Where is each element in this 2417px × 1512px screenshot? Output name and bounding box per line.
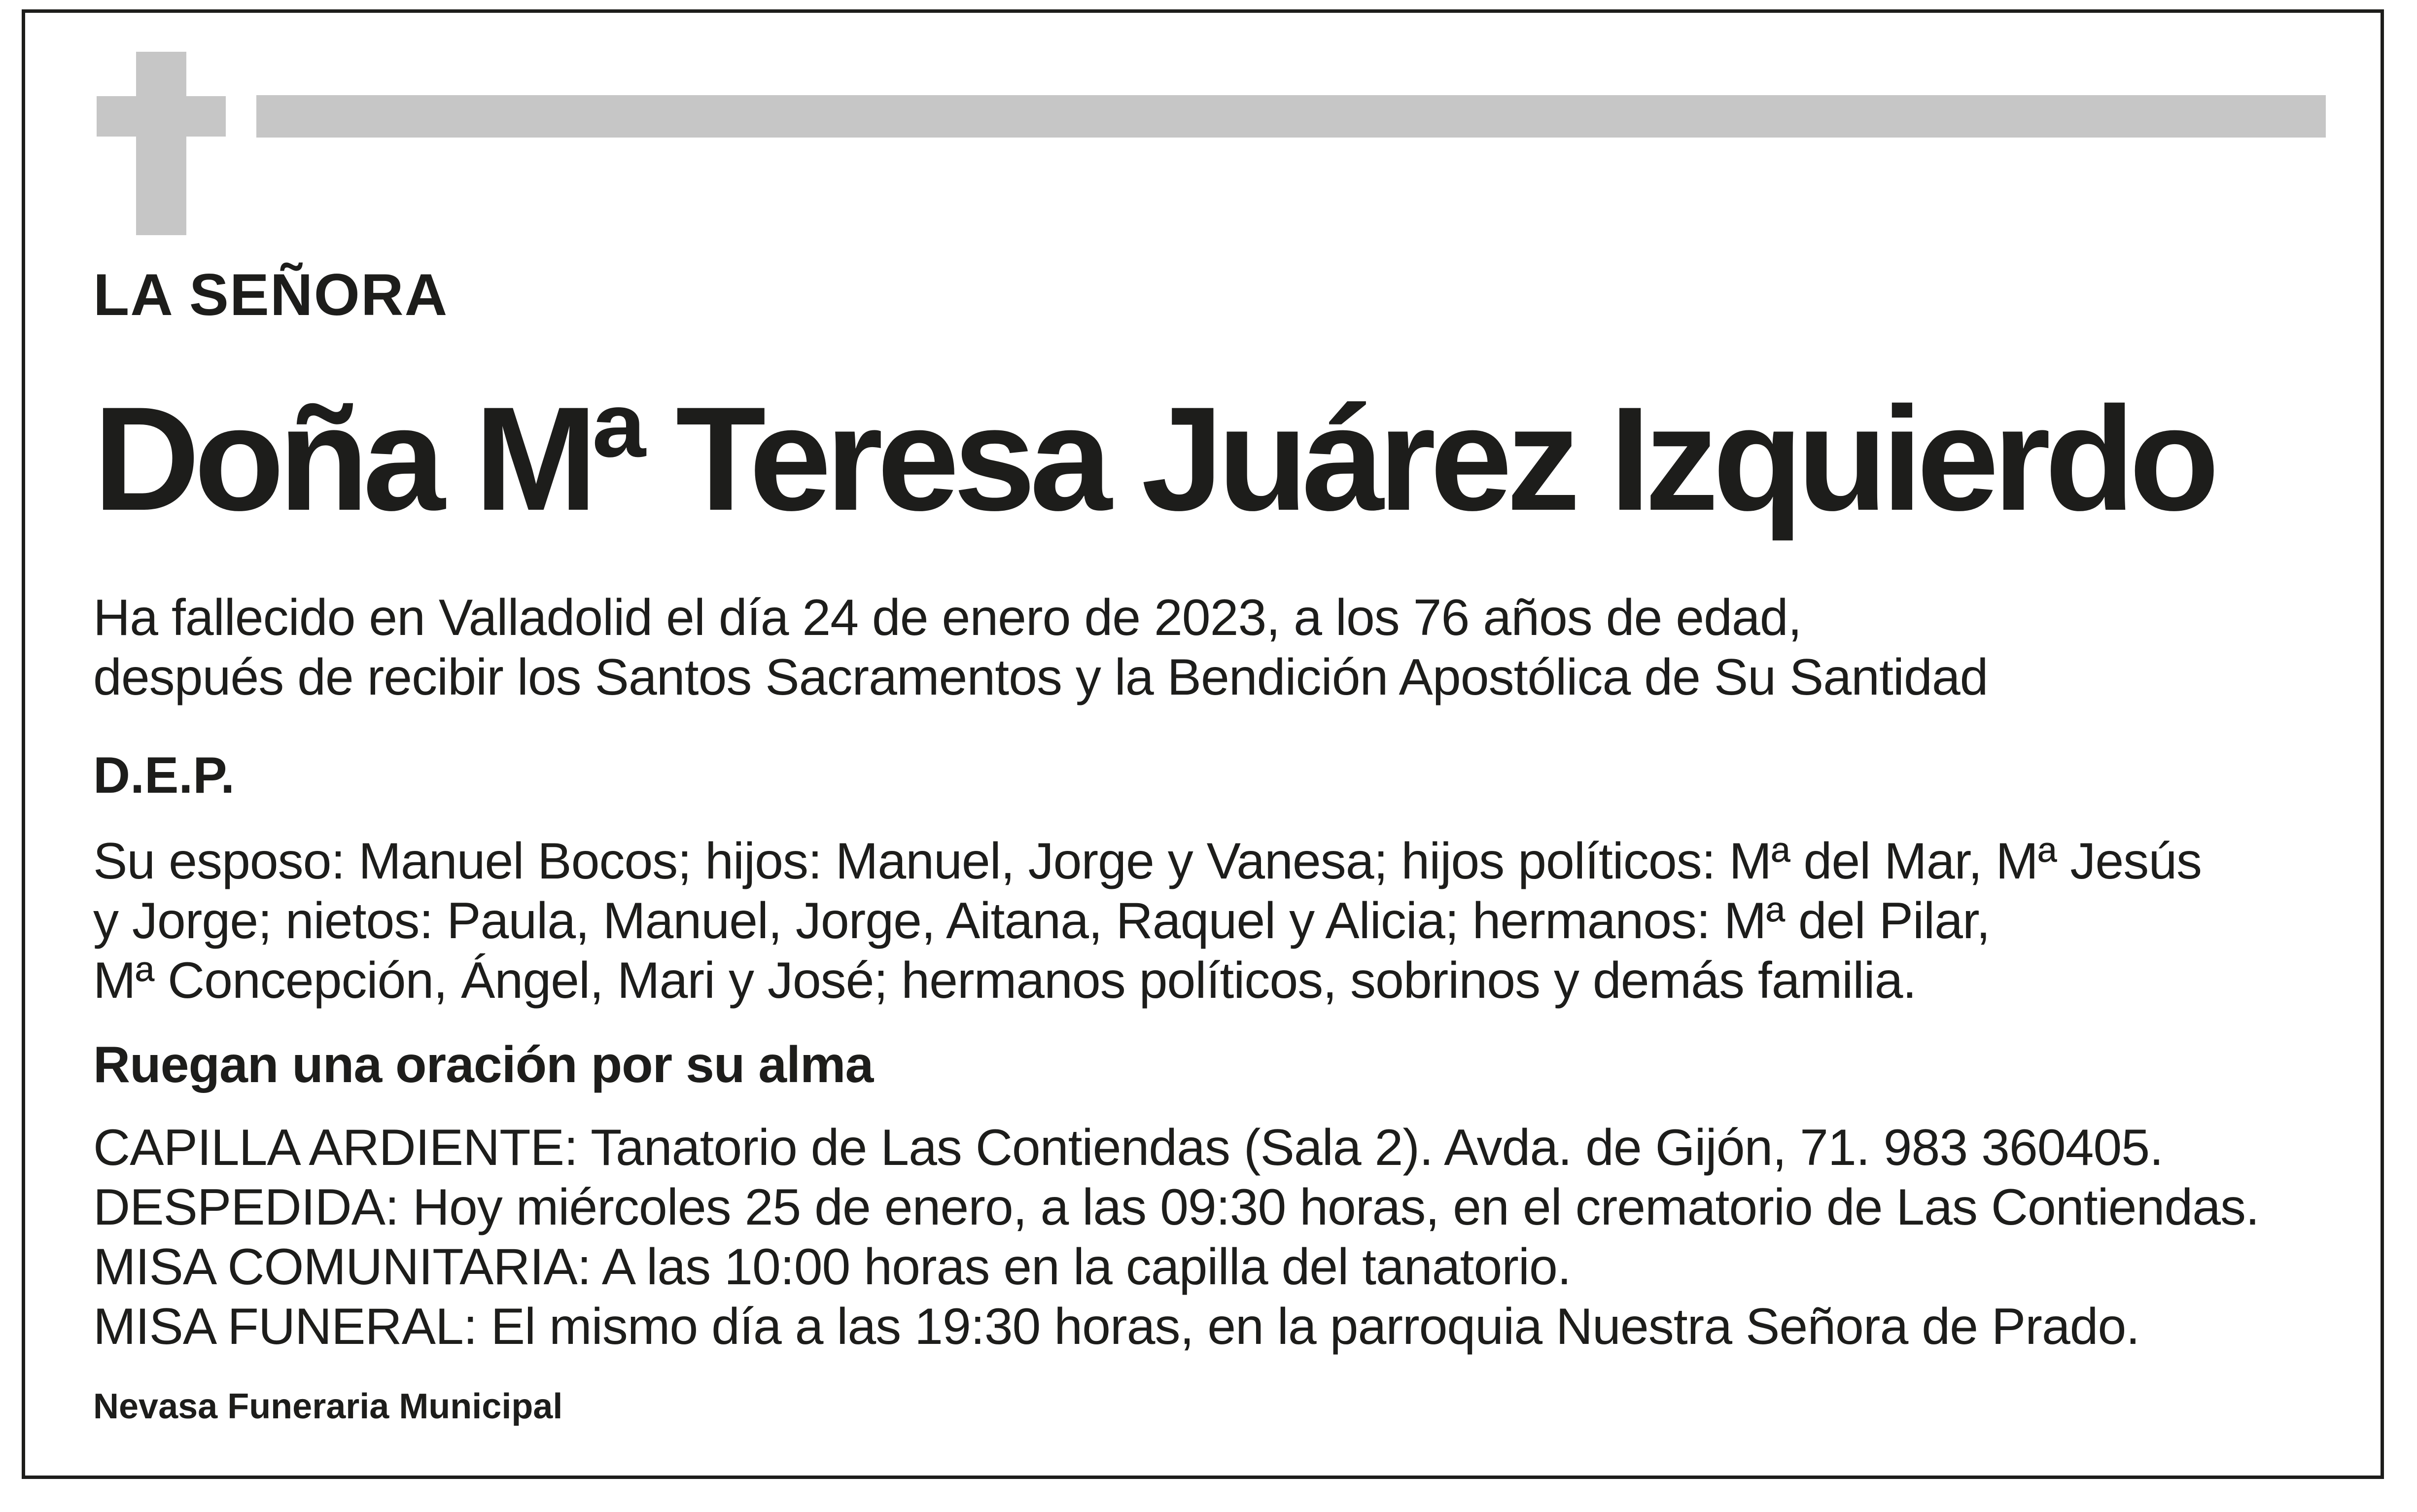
family-line: y Jorge; nietos: Paula, Manuel, Jorge, Aitana, Raquel y Alicia; hermanos: Mª del Pilar, — [93, 892, 1990, 949]
funeral-home-name: Nevasa Funeraria Municipal — [93, 1387, 563, 1426]
cross-horizontal-bar — [97, 96, 226, 137]
death-announcement — [93, 588, 1988, 707]
prayer-request: Ruegan una oración por su alma — [93, 1036, 874, 1093]
service-line: DESPEDIDA: Hoy miércoles 25 de enero, a las 09:30 horas, en el crematorio de Las Contiendas. — [93, 1179, 2259, 1236]
family-line: Mª Concepción, Ángel, Mari y José; hermanos políticos, sobrinos y demás familia. — [93, 952, 1917, 1009]
service-details — [93, 1118, 2259, 1357]
service-line: MISA FUNERAL: El mismo día a las 19:30 horas, en la parroquia Nuestra Señora de Prado. — [93, 1298, 2140, 1355]
honorific-label: LA SEÑORA — [93, 262, 449, 328]
decorative-header-bar — [256, 95, 2326, 138]
family-line: Su esposo: Manuel Bocos; hijos: Manuel, Jorge y Vanesa; hijos políticos: Mª del Mar, Mª Jesús — [93, 833, 2202, 890]
cross-vertical-bar — [136, 52, 186, 235]
deceased-name: Doña Mª Teresa Juárez Izquierdo — [93, 376, 2214, 541]
service-line: MISA COMUNITARIA: A las 10:00 horas en la capilla del tanatorio. — [93, 1238, 1571, 1296]
service-line: CAPILLA ARDIENTE: Tanatorio de Las Contiendas (Sala 2). Avda. de Gijón, 71. 983 360405. — [93, 1119, 2163, 1176]
announcement-line: después de recibir los Santos Sacramentos y la Bendición Apostólica de Su Santidad — [93, 649, 1988, 706]
family-list — [93, 832, 2202, 1011]
rip-label: D.E.P. — [93, 747, 235, 804]
announcement-line: Ha fallecido en Valladolid el día 24 de enero de 2023, a los 76 años de edad, — [93, 589, 1802, 646]
